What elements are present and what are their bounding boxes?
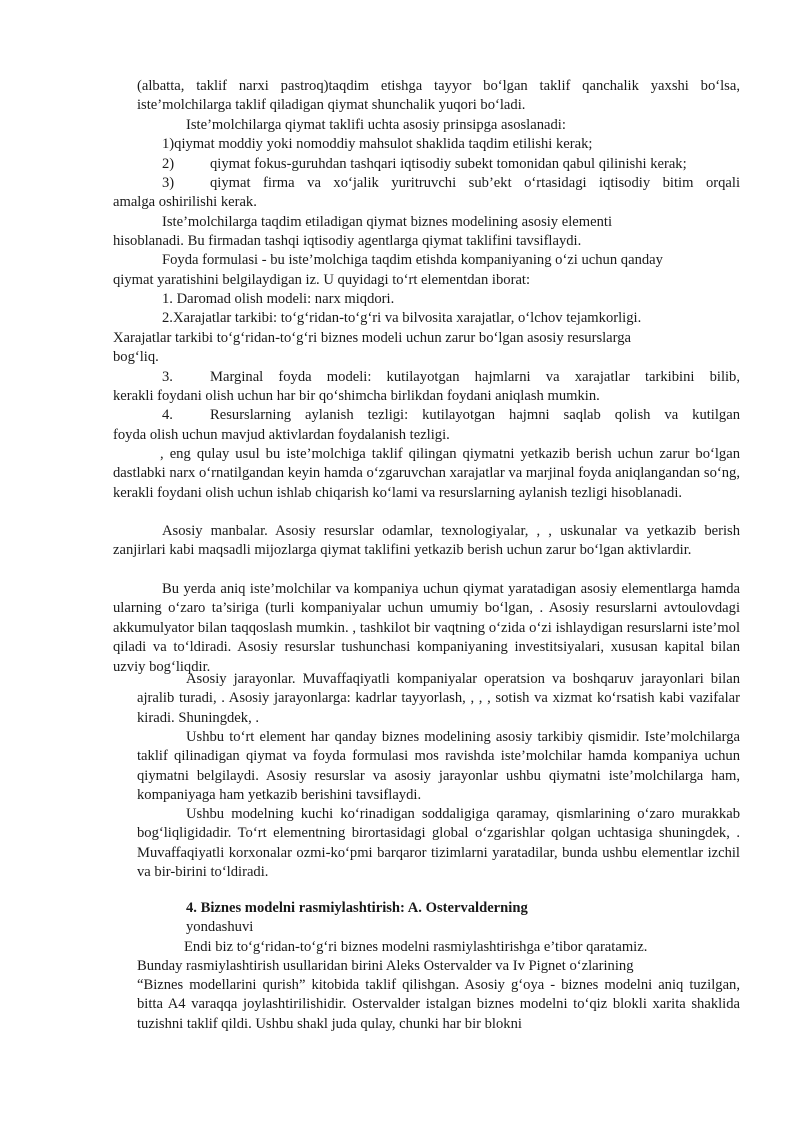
paragraph-key-resources: Asosiy manbalar. Asosiy resurslar odamlar, texnologiyalar, , , uskunalar va yetkazib berish zanjirlari kabi maqsadli mijozlarga qiymat taklifini yetkazib berish uchun zarur bo‘lgan aktivlardir.: [113, 523, 740, 559]
paragraph-model-strength: Ushbu modelning kuchi ko‘rinadigan soddaligiga qaramay, qismlarining o‘zaro murakkab bog‘liqligidadir. To‘rt elementning birortasidagi global o‘zgarishlar qolgan uchtasiga shuningdek, . Muvaffaqiyatli korxonalar ozmi-ko‘pmi barqaror tizimlarni yaratadilar, bunda ushbu elementlar izchil va bir-birini to‘ldiradi.: [137, 806, 740, 881]
list-item-principle-3: qiymat firma va xo‘jalik yuritruvchi sub’ekt o‘rtasidagi iqtisodiy bitim orqali: [210, 175, 740, 191]
paragraph-value-elements: Bu yerda aniq iste’molchilar va kompaniya uchun qiymat yaratadigan asosiy elementlarga hamda ularning o‘zaro ta’siriga (turli kompaniyalar uchun umumiy bo‘lgan, . Asosiy resurslarni avtoulovdagi akkumulyator bilan taqqoslash mumkin. , tashkilot bir vaqtning o‘zida o‘zi ishlaydigan resurslarni iste’mol qiladi va to‘ldiradi. Asosiy resurslar tushunchasi kompaniyaning investitsiyalari, xususan kapital bilan uzviy bog‘liqdir.: [113, 581, 740, 675]
list-item-principle-3-cont: amalga oshirilishi kerak.: [113, 194, 257, 210]
list-item-resource-velocity-line2: foyda olish uchun mavjud aktivlardan foydalanish tezligi.: [113, 427, 450, 443]
list-item-cost-structure-line1: 2.Xarajatlar tarkibi: to‘g‘ridan-to‘g‘ri va bilvosita xarajatlar, o‘lchov tejamkorligi.: [162, 310, 642, 326]
list-item-principle-2: qiymat fokus-guruhdan tashqari iqtisodiy subekt tomonidan qabul qilinishi kerak;: [210, 156, 687, 172]
paragraph-formalization-line1: Endi biz to‘g‘ridan-to‘g‘ri biznes modelni rasmiylashtirishga e’tibor qaratamiz.: [184, 939, 648, 955]
list-item-resource-velocity-line1: Resurslarning aylanish tezligi: kutilayotgan hajmni saqlab qolish va kutilgan: [210, 407, 740, 423]
paragraph-value-element-line2: hisoblanadi. Bu firmadan tashqi iqtisodiy agentlarga qiymat taklifini tavsiflaydi.: [113, 233, 582, 249]
list-item-principle-1: 1)qiymat moddiy yoki nomoddiy mahsulot shaklida taqdim etilishi kerak;: [162, 136, 593, 152]
paragraph-formalization-line2: Bunday rasmiylashtirish usullaridan birini Aleks Ostervalder va Iv Pignet o‘zlarining: [137, 958, 634, 974]
paragraph-value-element-line1: Iste’molchilarga taqdim etiladigan qiymat biznes modelining asosiy elementi: [162, 214, 612, 230]
paragraph-key-processes: Asosiy jarayonlar. Muvaffaqiyatli kompaniyalar operatsion va boshqaruv jarayonlari bilan ajralib turadi, . Asosiy jarayonlarga: kadrlar tayyorlash, , , , sotish va xizmat ko‘rsatish kabi vazifalar kiradi. Shuningdek, .: [137, 671, 740, 726]
paragraph-four-elements: Ushbu to‘rt element har qanday biznes modelining asosiy tarkibiy qismidir. Iste’molchilarga taklif qilinadigan qiymat va foyda formulasi mos ravishda iste’molchilar hamda kompaniya uchun qiymatni belgilaydi. Asosiy resurslar va asosiy jarayonlar ushbu qiymatni iste’molchilarga ham, kompaniyaga ham yetkazib berishini tavsiflaydi.: [137, 729, 740, 804]
list-item-revenue-model: 1. Daromad olish modeli: narx miqdori.: [162, 291, 395, 307]
list-item-marginal-profit-line2: kerakli foydani olish uchun har bir qo‘shimcha birlikdan foydani aniqlash mumkin.: [113, 388, 600, 404]
paragraph-value-offer-intro: (albatta, taklif narxi pastroq)taqdim etishga tayyor bo‘lgan taklif qanchalik yaxshi bo‘lsa, iste’molchilarga taklif qiladigan qiymat shunchalik yuqori bo‘ladi.: [137, 78, 740, 114]
paragraph-profit-formula-line1: Foyda formulasi - bu iste’molchiga taqdim etishda kompaniyaning o‘zi uchun qanday: [162, 252, 663, 268]
list-number-principle-2: 2): [162, 156, 175, 172]
list-number-principle-3: 3): [162, 175, 175, 191]
section-heading-cont: yondashuvi: [186, 919, 254, 935]
section-heading: 4. Biznes modelni rasmiylashtirish: A. Ostervalderning: [186, 900, 528, 916]
paragraph-best-method: , eng qulay usul bu iste’molchiga taklif qilingan qiymatni yetkazib berish uchun zarur bo‘lgan dastlabki narx o‘rnatilgandan keyin hamda o‘zgaruvchan xarajatlar va marjinal foyda aniqlangandan so‘ng, kerakli foydani olish uchun ishlab chiqarish ko‘lami va resurslarning aylanish tezligi hisoblanadi.: [113, 446, 740, 501]
list-item-cost-structure-line3: bog‘liq.: [113, 349, 159, 365]
paragraph-profit-formula-line2: qiymat yaratishini belgilaydigan iz. U quyidagi to‘rt elementdan iborat:: [113, 272, 531, 288]
paragraph-formalization-line3: “Biznes modellarini qurish” kitobida taklif qilishgan. Asosiy g‘oya - biznes modelni aniq tuzilgan, bitta A4 varaqqa joylashtirilishidir. Ostervalder istalgan biznes modelni to‘qiz blokli xarita shaklida tuzishni taklif qildi. Ushbu shakl juda qulay, chunki har bir blokni: [137, 977, 740, 1032]
list-item-marginal-profit-line1: Marginal foyda modeli: kutilayotgan hajmlarni va xarajatlar tarkibini bilib,: [210, 369, 740, 385]
list-number-marginal-profit: 3.: [162, 369, 173, 385]
list-item-cost-structure-line2: Xarajatlar tarkibi to‘g‘ridan-to‘g‘ri biznes modeli uchun zarur bo‘lgan asosiy resurslarga: [113, 330, 632, 346]
list-number-resource-velocity: 4.: [162, 407, 173, 423]
paragraph-principles-intro: Iste’molchilarga qiymat taklifi uchta asosiy prinsipga asoslanadi:: [186, 117, 566, 133]
